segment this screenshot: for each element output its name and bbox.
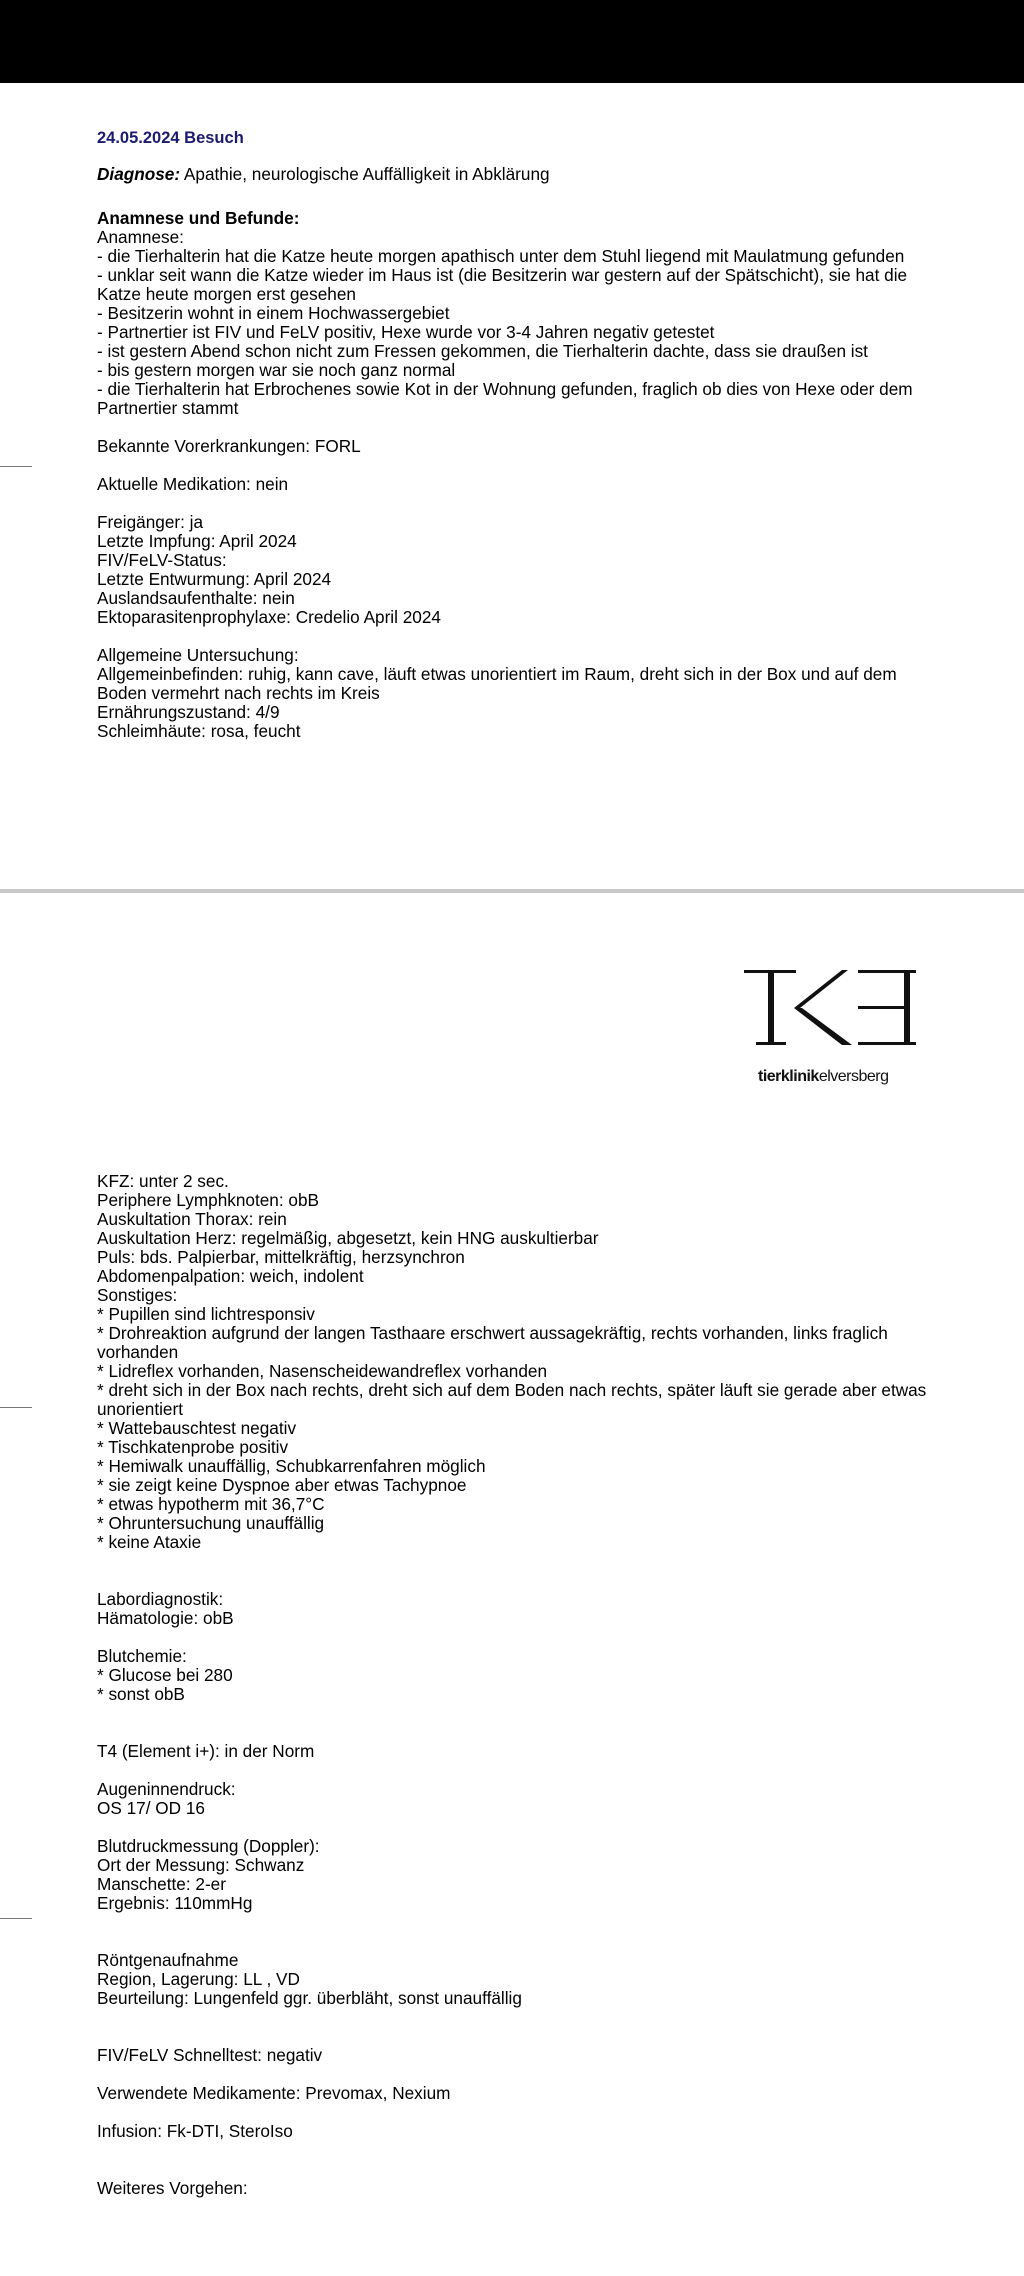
anamnese-line: Katze heute morgen erst gesehen: [97, 284, 356, 304]
untersuchung-line: Schleimhäute: rosa, feucht: [97, 721, 301, 741]
exam-line: * Hemiwalk unauffällig, Schubkarrenfahren möglich: [97, 1456, 486, 1476]
blutdruck-line: Blutdruckmessung (Doppler):: [97, 1836, 320, 1856]
exam-line: * Tischkatenprobe positiv: [97, 1437, 289, 1457]
status-line: Freigänger: ja: [97, 512, 204, 532]
margin-mark: [0, 466, 32, 467]
clinic-logo-mark: [744, 970, 916, 1046]
exam-line: Puls: bds. Palpierbar, mittelkräftig, herzsynchron: [97, 1247, 465, 1267]
vorerkrankungen: Bekannte Vorerkrankungen: FORL: [97, 436, 361, 456]
top-black-bar: [0, 0, 1024, 83]
exam-line: * Wattebauschtest negativ: [97, 1418, 297, 1438]
diagnosis-text: Apathie, neurologische Auffälligkeit in Abklärung: [180, 164, 550, 184]
exam-line: Auskultation Herz: regelmäßig, abgesetzt, kein HNG auskultierbar: [97, 1228, 599, 1248]
schnelltest: FIV/FeLV Schnelltest: negativ: [97, 2045, 323, 2065]
margin-mark: [0, 1918, 32, 1919]
labor-line: Hämatologie: obB: [97, 1608, 234, 1628]
status-line: Letzte Entwurmung: April 2024: [97, 569, 332, 589]
status-line: Letzte Impfung: April 2024: [97, 531, 297, 551]
infusion: Infusion: Fk-DTI, SteroIso: [97, 2121, 293, 2141]
untersuchung-line: Ernährungszustand: 4/9: [97, 702, 280, 722]
blutchemie-line: Blutchemie:: [97, 1646, 187, 1666]
exam-line: Abdomenpalpation: weich, indolent: [97, 1266, 364, 1286]
blutchemie-line: * sonst obB: [97, 1684, 185, 1704]
anamnese-line: - unklar seit wann die Katze wieder im Haus ist (die Besitzerin war gestern auf der Spätschicht), sie hat die: [97, 265, 908, 285]
medikation: Aktuelle Medikation: nein: [97, 474, 289, 494]
exam-line: * Pupillen sind lichtresponsiv: [97, 1304, 315, 1324]
labor-line: Labordiagnostik:: [97, 1589, 224, 1609]
logo-brand-bold: tierklinik: [758, 1068, 819, 1085]
status-line: Ektoparasitenprophylaxe: Credelio April 2024: [97, 607, 441, 627]
section-heading: Anamnese und Befunde:: [97, 208, 300, 228]
blutdruck-line: Manschette: 2-er: [97, 1874, 226, 1894]
exam-line: vorhanden: [97, 1342, 179, 1362]
status-line: FIV/FeLV-Status:: [97, 550, 227, 570]
status-line: Auslandsaufenthalte: nein: [97, 588, 295, 608]
exam-line: * sie zeigt keine Dyspnoe aber etwas Tachypnoe: [97, 1475, 467, 1495]
anamnese-line: Partnertier stammt: [97, 398, 239, 418]
visit-title: 24.05.2024 Besuch: [97, 129, 244, 147]
exam-line: Periphere Lymphknoten: obB: [97, 1190, 319, 1210]
anamnese-line: - Besitzerin wohnt in einem Hochwassergebiet: [97, 303, 450, 323]
diagnosis-label: Diagnose:: [97, 164, 181, 184]
page1-content: [97, 129, 967, 741]
blutchemie-line: * Glucose bei 280: [97, 1665, 233, 1685]
exam-line: unorientiert: [97, 1399, 183, 1419]
margin-mark: [0, 1407, 32, 1408]
augen-line: OS 17/ OD 16: [97, 1798, 205, 1818]
page2-content: [97, 1172, 967, 2198]
anamnese-line: - bis gestern morgen war sie noch ganz normal: [97, 360, 456, 380]
exam-line: * Ohruntersuchung unauffällig: [97, 1513, 325, 1533]
blutdruck-line: Ort der Messung: Schwanz: [97, 1855, 305, 1875]
untersuchung-line: Allgemeine Untersuchung:: [97, 645, 299, 665]
weiteres-vorgehen: Weiteres Vorgehen:: [97, 2178, 248, 2198]
anamnese-line: Anamnese:: [97, 227, 184, 247]
exam-line: * keine Ataxie: [97, 1532, 202, 1552]
logo-brand-regular: elversberg: [818, 1068, 889, 1085]
blutdruck-line: Ergebnis: 110mmHg: [97, 1893, 253, 1913]
exam-line: * etwas hypotherm mit 36,7°C: [97, 1494, 325, 1514]
anamnese-line: - die Tierhalterin hat die Katze heute morgen apathisch unter dem Stuhl liegend mit Maulatmung gefunden: [97, 246, 905, 266]
exam-line: Sonstiges:: [97, 1285, 178, 1305]
anamnese-line: - die Tierhalterin hat Erbrochenes sowie Kot in der Wohnung gefunden, fraglich ob dies von Hexe oder dem: [97, 379, 913, 399]
untersuchung-line: Boden vermehrt nach rechts im Kreis: [97, 683, 380, 703]
roentgen-line: Röntgenaufnahme: [97, 1950, 239, 1970]
anamnese-line: - ist gestern Abend schon nicht zum Fressen gekommen, die Tierhalterin dachte, dass sie draußen ist: [97, 341, 868, 361]
page-divider: [0, 889, 1024, 893]
exam-line: * dreht sich in der Box nach rechts, dreht sich auf dem Boden nach rechts, später läuft sie gerade aber etwas: [97, 1380, 927, 1400]
roentgen-line: Region, Lagerung: LL , VD: [97, 1969, 300, 1989]
exam-line: Auskultation Thorax: rein: [97, 1209, 287, 1229]
medikamente: Verwendete Medikamente: Prevomax, Nexium: [97, 2083, 451, 2103]
t4-result: T4 (Element i+): in der Norm: [97, 1741, 315, 1761]
untersuchung-line: Allgemeinbefinden: ruhig, kann cave, läuft etwas unorientiert im Raum, dreht sich in der Box und auf dem: [97, 664, 897, 684]
roentgen-line: Beurteilung: Lungenfeld ggr. überbläht, sonst unauffällig: [97, 1988, 522, 2008]
exam-line: KFZ: unter 2 sec.: [97, 1171, 229, 1191]
augen-line: Augeninnendruck:: [97, 1779, 236, 1799]
clinic-logo-wordmark: [758, 1068, 889, 1086]
anamnese-line: - Partnertier ist FIV und FeLV positiv, Hexe wurde vor 3-4 Jahren negativ getestet: [97, 322, 715, 342]
exam-line: * Lidreflex vorhanden, Nasenscheidewandreflex vorhanden: [97, 1361, 548, 1381]
diagnosis-line: [97, 165, 967, 184]
exam-line: * Drohreaktion aufgrund der langen Tasthaare erschwert aussagekräftig, rechts vorhanden, links fraglich: [97, 1323, 888, 1343]
